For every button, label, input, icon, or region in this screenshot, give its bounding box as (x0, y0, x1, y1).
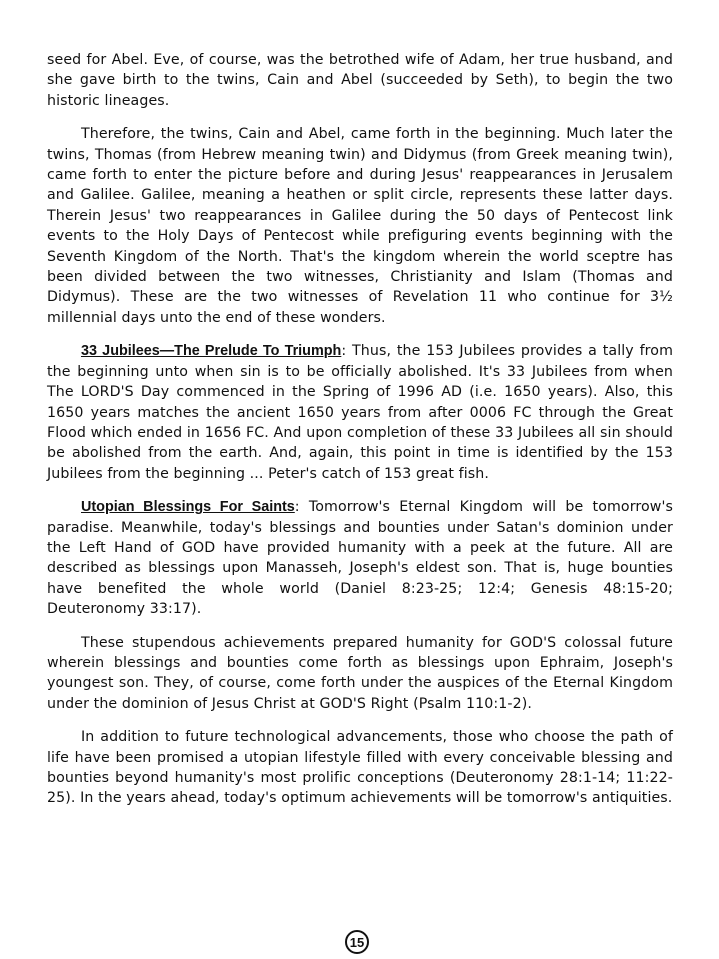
paragraph-1 (47, 50, 673, 111)
paragraph-3 (47, 341, 673, 484)
paragraph-1-text: seed for Abel. Eve, of course, was the betrothed wife of Adam, her true husband, and she gave birth to the twins, Cain and Abel (succeeded by Seth), to begin the two historic lineages. (47, 52, 673, 109)
page-number: 15 (349, 934, 365, 950)
section-heading-33-jubilees: 33 Jubilees—The Prelude To Triumph (81, 343, 342, 360)
page-number-badge (345, 930, 369, 954)
section-heading-utopian-blessings: Utopian Blessings For Saints (81, 499, 295, 516)
paragraph-2-text: Therefore, the twins, Cain and Abel, came forth in the beginning. Much later the twins, Thomas (from Hebrew meaning twin) and Didymus (from Greek meaning twin), came forth to enter the picture before and during Jesus' reappearances in Jerusalem and Galilee. Galilee, meaning a heathen or split circle, represents these latter days. Therein Jesus' two reappearances in Galilee during the 50 days of Pentecost link events to the Holy Days of Pentecost while prefiguring events beginning with the Seventh Kingdom of the North. That's the kingdom wherein the world sceptre has been divided between the two witnesses, Christianity and Islam (Thomas and Didymus). These are the two witnesses of Revelation 11 who continue for 3½ millennial days unto the end of these wonders. (47, 126, 673, 326)
paragraph-6-text: In addition to future technological advancements, those who choose the path of life have been promised a utopian lifestyle filled with every conceivable blessing and bounties beyond humanity's most prolific conceptions (Deuteronomy 28:1-14; 11:22-25). In the years ahead, today's optimum achievements will be tomorrow's antiquities. (47, 729, 673, 807)
page-body (47, 50, 673, 822)
paragraph-4 (47, 497, 673, 619)
paragraph-6 (47, 727, 673, 809)
paragraph-5 (47, 633, 673, 715)
paragraph-5-text: These stupendous achievements prepared humanity for GOD'S colossal future wherein blessings and bounties come forth as blessings upon Ephraim, Joseph's youngest son. They, of course, come forth under the auspices of the Eternal Kingdom under the dominion of Jesus Christ at GOD'S Right (Psalm 110:1-2). (47, 634, 673, 712)
paragraph-3-text: : Thus, the 153 Jubilees provides a tally from the beginning unto when sin is to be officially abolished. It's 33 Jubilees from when The LORD'S Day commenced in the Spring of 1996 AD (i.e. 1650 years). Also, this 1650 years matches the ancient 1650 years from after 0006 FC through the Great Flood which ended in 1656 FC. And upon completion of these 33 Jubilees all sin should be abolished from the earth. And, again, this point in time is identified by the 153 Jubilees from the beginning ... Peter's catch of 153 great fish. (47, 343, 673, 482)
paragraph-2 (47, 124, 673, 328)
paragraph-4-text: : Tomorrow's Eternal Kingdom will be tomorrow's paradise. Meanwhile, today's blessings and bounties under Satan's dominion under the Left Hand of GOD have provided humanity with a peek at the future. All are described as blessings upon Manasseh, Joseph's eldest son. That is, huge bounties have benefited the whole world (Daniel 8:23-25; 12:4; Genesis 48:15-20; Deuteronomy 33:17). (47, 499, 673, 618)
